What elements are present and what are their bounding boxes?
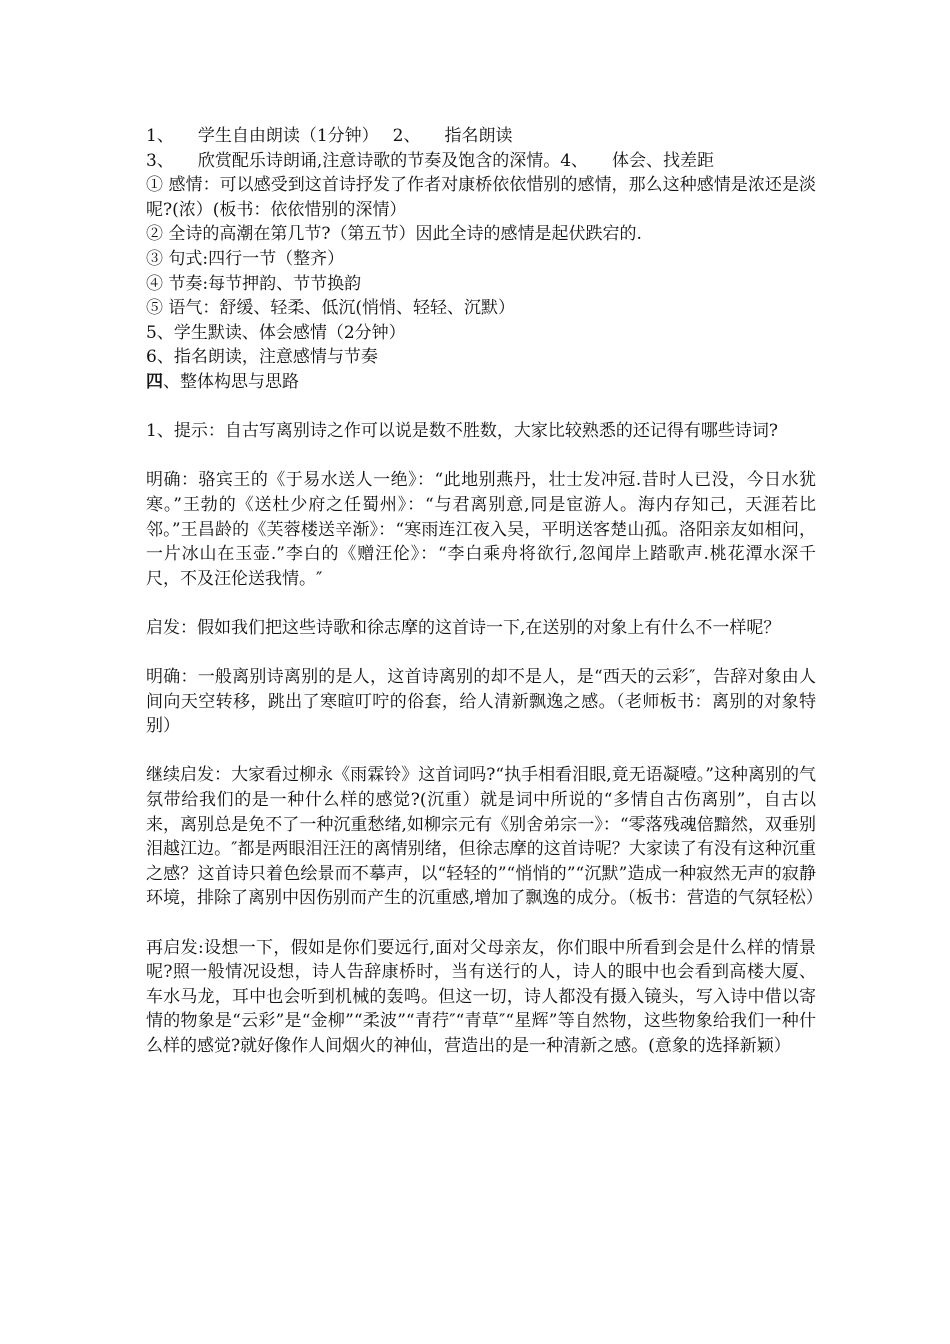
sub-item-4: ④ 节奏:每节押韵、节节换韵	[146, 273, 362, 294]
step-1-number: 1、	[146, 126, 174, 146]
section-heading-4	[146, 370, 816, 395]
paragraph-clarify: 明确：一般离别诗离别的是人，这首诗离别的却不是人，是“西天的云彩″，告辞对象由人间向天空转移，跳出了寒暄叮咛的俗套，给人清新飘逸之感。（老师板书：离别的对象特别）	[146, 667, 816, 737]
step-6: 6、指名朗读，注意感情与节奏	[146, 347, 378, 368]
spacer	[146, 444, 816, 469]
sub-item-5: ⑤ 语气：舒缓、轻柔、低沉(悄悄、轻轻、沉默）	[146, 298, 516, 319]
step-3-number: 3、	[146, 150, 174, 171]
step-1-text: 学生自由朗读（1分钟）	[197, 126, 379, 146]
sub-item-3: ③ 句式:四行一节（整齐）	[146, 248, 345, 269]
step-line-1-2	[146, 124, 816, 149]
spacer	[146, 640, 816, 665]
paragraph-hint: 1、提示：自古写离别诗之作可以说是数不胜数，大家比较熟悉的还记得有哪些诗词?	[146, 421, 778, 442]
spacer	[146, 591, 816, 616]
step-5: 5、学生默读、体会感情（2分钟）	[146, 322, 406, 343]
step-2-number: 2、	[392, 126, 421, 146]
document-page	[146, 124, 823, 1059]
section-number: 四	[146, 371, 163, 392]
step-line-3-4	[146, 149, 816, 174]
paragraph-inspire: 启发：假如我们把这些诗歌和徐志摩的这首诗一下,在送别的对象上有什么不一样呢？	[146, 617, 781, 638]
step-4-text: 体会、找差距	[612, 150, 715, 171]
paragraph-continue-inspire: 继续启发：大家看过柳永《雨霖铃》这首词吗?“执手相看泪眼,竟无语凝噎。”这种离别的气氛带给我们的是一种什么样的感觉?(沉重）就是词中所说的“多情自古伤离别”，自古以来，离别总是免不了一种沉重愁绪,如柳宗元有《别舍弟宗一》：“零落残魂倍黯然，双垂别泪越江边。″都是两眼泪汪汪的离情别绪，但徐志摩的这首诗呢？大家读了有没有这种沉重之感？这首诗只着色绘景而不摹声，以“轻轻的”“悄悄的”“沉默”造成一种寂然无声的寂静环境，排除了离别中因伤别而产生的沉重感,增加了飘逸的成分。（板书：营造的气氛轻松）	[146, 765, 823, 909]
sub-item-1: ① 感情：可以感受到这首诗抒发了作者对康桥依依惜别的感情，那么这种感情是浓还是淡呢?(浓）(板书：依依惜别的深情）	[146, 175, 816, 220]
sub-item-2: ② 全诗的高潮在第几节?（第五节）因此全诗的感情是起伏跌宕的.	[146, 224, 642, 245]
paragraph-re-inspire: 再启发:设想一下，假如是你们要远行,面对父母亲友，你们眼中所看到会是什么样的情景呢?照一般情况设想，诗人告辞康桥时，当有送行的人，诗人的眼中也会看到高楼大厦、车水马龙，耳中也会听到机械的轰鸣。但这一切，诗人都没有摄入镜头，写入诗中借以寄情的物象是“云彩”是“金柳”“柔波”“青荇″“青草″“星辉”等自然物，这些物象给我们一种什么样的感觉?就好像作人间烟火的神仙，营造出的是一种清新之感。(意象的选择新颖）	[146, 937, 816, 1056]
spacer	[146, 911, 816, 936]
paragraph-examples: 明确：骆宾王的《于易水送人一绝》：“此地别燕丹，壮士发冲冠.昔时人已没，今日水犹寒。”王勃的《送杜少府之任蜀州》：“与君离别意,同是宦游人。海内存知己，天涯若比邻。”王昌龄的《芙蓉楼送辛渐》：“寒雨连江夜入吴，平明送客楚山孤。洛阳亲友如相问，一片冰山在玉壶.”李白的《赠汪伦》：“李白乘舟将欲行,忽闻岸上踏歌声.桃花潭水深千尺，不及汪伦送我情。″	[146, 470, 816, 589]
step-3-text: 欣赏配乐诗朗诵,注意诗歌的节奏及饱含的深情。4、	[197, 150, 589, 171]
spacer	[146, 395, 816, 420]
section-title: 、整体构思与思路	[163, 371, 299, 392]
step-2-text: 指名朗读	[444, 126, 513, 146]
spacer	[146, 739, 816, 764]
